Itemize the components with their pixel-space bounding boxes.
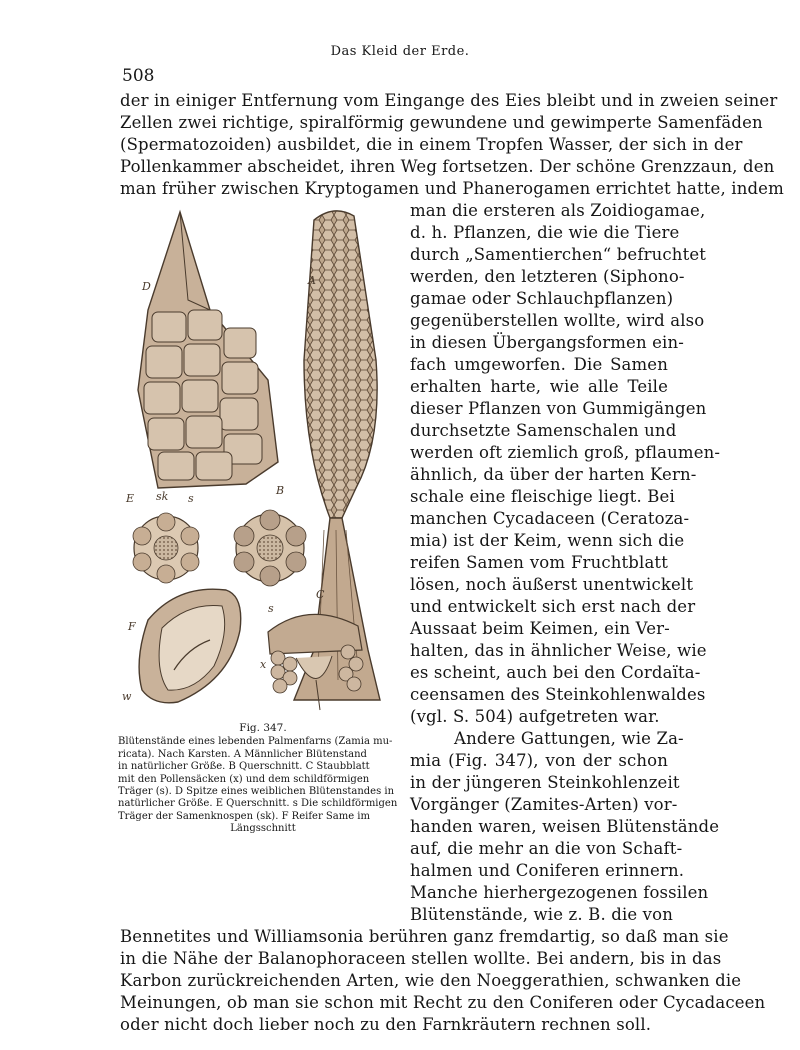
- caption-line: Träger der Samenknospen (sk). F Reifer Same im: [118, 810, 370, 822]
- figure-number: Fig. 347.: [239, 722, 287, 734]
- text-line: reifen Samen vom Fruchtblatt: [410, 553, 668, 572]
- text-line: in der jüngeren Steinkohlenzeit: [410, 773, 680, 792]
- text-line: fach umgeworfen. Die Samen: [410, 355, 668, 374]
- page-number: 508: [122, 66, 155, 86]
- female-cone-tip: [138, 212, 278, 488]
- caption-line: in natürlicher Größe. B Querschnitt. C Staubblatt: [118, 761, 370, 773]
- text-line: (Spermatozoiden) ausbildet, die in einem Tropfen Wasser, der sich in der: [120, 135, 743, 154]
- text-line: mia) ist der Keim, wenn sich die: [410, 531, 685, 550]
- running-title: Das Kleid der Erde.: [330, 44, 470, 59]
- text-line: Blütenstände, wie z. B. die von: [410, 905, 674, 924]
- text-line: manchen Cycadaceen (Ceratoza-: [410, 509, 690, 528]
- figure-caption: [118, 722, 408, 836]
- text-line: oder nicht doch lieber noch zu den Farnkräutern rechnen soll.: [120, 1015, 652, 1034]
- text-line: man die ersteren als Zoidiogamae,: [410, 201, 706, 220]
- text-line: Zellen zwei richtige, spiralförmig gewundene und gewimperte Samenfäden: [120, 113, 763, 132]
- figure-label-d: D: [142, 280, 151, 293]
- text-line: handen waren, weisen Blütenstände: [410, 817, 720, 836]
- text-line: Manche hierhergezogenen fossilen: [410, 883, 709, 902]
- text-line: Bennetites und Williamsonia berühren ganz fremdartig, so daß man sie: [120, 927, 729, 946]
- caption-line: Blütenstände eines lebenden Palmenfarns (Zamia mu-: [118, 736, 393, 748]
- male-cross-section: [234, 510, 306, 586]
- text-line: Meinungen, ob man sie schon mit Recht zu den Coniferen oder Cycadaceen: [120, 993, 766, 1012]
- text-line: halmen und Coniferen erinnern.: [410, 861, 685, 880]
- text-line: mia (Fig. 347), von der schon: [410, 751, 668, 770]
- text-line: halten, das in ähnlicher Weise, wie: [410, 641, 707, 660]
- text-line: schale eine fleischige liegt. Bei: [410, 487, 675, 506]
- text-line: auf, die mehr an die von Schaft-: [410, 839, 683, 858]
- figure-label-x: x: [260, 658, 267, 671]
- caption-line: natürlicher Größe. E Querschnitt. s Die schildförmigen: [118, 798, 398, 810]
- text-line: Karbon zurückreichenden Arten, wie den Noeggerathien, schwanken die: [120, 971, 742, 990]
- text-line: in diesen Übergangsformen ein-: [410, 333, 684, 352]
- text-line: Andere Gattungen, wie Za-: [454, 729, 684, 748]
- text-line: lösen, noch äußerst unentwickelt: [410, 575, 694, 594]
- text-line: und entwickelt sich erst nach der: [410, 597, 696, 616]
- text-line: der in einiger Entfernung vom Eingange des Eies bleibt und in zweien seiner: [120, 91, 778, 110]
- text-line: in die Nähe der Balanophoraceen stellen wollte. Bei andern, bis in das: [120, 949, 722, 968]
- female-cross-section: [133, 513, 199, 583]
- text-line: man früher zwischen Kryptogamen und Phanerogamen errichtet hatte, indem: [120, 179, 784, 198]
- text-line: gamae oder Schlauchpflanzen): [410, 289, 674, 308]
- caption-line: mit den Pollensäcken (x) und dem schildförmigen: [118, 773, 370, 785]
- text-line: dieser Pflanzen von Gummigängen: [410, 399, 707, 418]
- text-line: erhalten harte, wie alle Teile: [410, 377, 668, 396]
- text-line: (vgl. S. 504) aufgetreten war.: [410, 707, 660, 726]
- seed-section: [139, 589, 241, 703]
- text-line: Vorgänger (Zamites-Arten) vor-: [410, 795, 678, 814]
- figure-label-w: w: [122, 690, 132, 703]
- text-line: ceensamen des Steinkohlenwaldes: [410, 685, 706, 704]
- figure-label-sk: sk: [156, 490, 169, 503]
- caption-line: Längsschnitt: [230, 823, 296, 835]
- caption-line: Träger (s). D Spitze eines weiblichen Blütenstandes in: [118, 786, 395, 798]
- text-line: ähnlich, da über der harten Kern-: [410, 465, 697, 484]
- figure-347-illustration: [118, 200, 406, 718]
- figure-label-c: C: [316, 588, 325, 601]
- text-line: Pollenkammer abscheidet, ihren Weg fortsetzen. Der schöne Grenzzaun, den: [120, 157, 775, 176]
- zamia-drawing: [118, 200, 406, 718]
- text-line: Aussaat beim Keimen, ein Ver-: [410, 619, 670, 638]
- figure-label-s-c: s: [268, 602, 274, 615]
- text-line: es scheint, auch bei den Cordaïta-: [410, 663, 701, 682]
- text-line: werden, den letzteren (Siphono-: [410, 267, 685, 286]
- caption-line: ricata). Nach Karsten. A Männlicher Blütenstand: [118, 748, 367, 760]
- figure-label-e: E: [126, 492, 135, 505]
- text-line: d. h. Pflanzen, die wie die Tiere: [410, 223, 680, 242]
- text-line: gegenüberstellen wollte, wird also: [410, 311, 705, 330]
- text-line: durch „Samentierchen“ befruchtet: [410, 245, 707, 264]
- figure-label-f: F: [128, 620, 136, 633]
- text-line: werden oft ziemlich groß, pflaumen-: [410, 443, 721, 462]
- figure-label-s-e: s: [188, 492, 194, 505]
- text-line: durchsetzte Samenschalen und: [410, 421, 677, 440]
- figure-label-b: B: [276, 484, 285, 497]
- figure-label-a: A: [308, 274, 316, 287]
